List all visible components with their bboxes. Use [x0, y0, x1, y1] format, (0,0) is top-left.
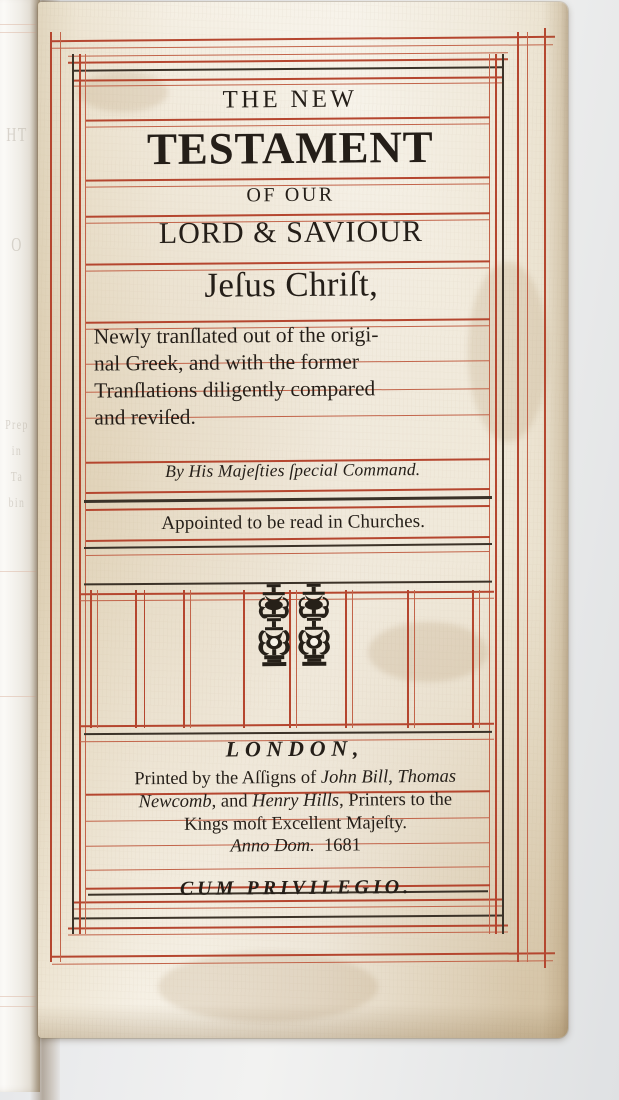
title-panel: [90, 58, 497, 941]
usage-line: Appointed to be read in Churches.: [161, 510, 426, 535]
leaf-edge-shadow: [542, 2, 568, 1038]
imprint-printer-thomas: Thomas: [397, 766, 457, 788]
imprint-text-b: ,: [388, 767, 398, 788]
verso-ghost-text-2: O: [11, 234, 23, 256]
imprint-year-line: [96, 834, 496, 858]
verso-ghost-text-1: HT: [6, 124, 28, 146]
title-line-jesus-christ: Jeſus Chriſt,: [204, 264, 379, 305]
ornament-row: [94, 578, 495, 681]
imprint-text-c: , and: [211, 791, 253, 812]
imprint-printer-newcomb: Newcomb: [138, 791, 212, 813]
imprint-text-a: Printed by the Aſſigns of: [134, 767, 321, 790]
imprint-place: LONDON,: [225, 735, 365, 762]
imprint-text-d: , Printers to the: [338, 789, 453, 811]
imprint-line-1: [95, 765, 495, 791]
imprint-block: [95, 765, 496, 837]
subtitle-line-3: Tranſlations diligently compared: [94, 376, 376, 403]
imprint-line-2: [95, 788, 495, 814]
verso-ghost-text-6: bin: [8, 496, 26, 511]
authority-line: By His Majeſties ſpecial Command.: [165, 458, 421, 482]
title-page-leaf: [38, 2, 568, 1038]
anno-dom-label: Anno Dom.: [230, 835, 315, 857]
subtitle-line-4: and reviſed.: [94, 404, 196, 430]
title-line-of-our: OF OUR: [246, 183, 335, 207]
anno-dom-year: 1681: [323, 835, 362, 856]
subtitle-line-1: Newly tranſlated out of the origi-: [93, 322, 379, 349]
imprint-printer-henry-hills: Henry Hills: [252, 790, 340, 812]
verso-ghost-text-5: Ta: [10, 470, 24, 485]
verso-ghost-text-4: in: [11, 444, 23, 459]
imprint-line-3: Kings moſt Excellent Majeſty.: [184, 813, 408, 835]
fleuron-ornament-icon-2: [296, 667, 332, 684]
imprint-printer-john-bill: John Bill: [320, 767, 389, 788]
privilege-line: CUM PRIVILEGIO.: [179, 876, 413, 900]
title-line-testament: TESTAMENT: [146, 121, 434, 175]
verso-ghost-text-3: Prep: [5, 418, 29, 433]
title-line-the-new: THE NEW: [222, 85, 358, 114]
subtitle-block: [94, 320, 491, 431]
title-line-lord-saviour: LORD & SAVIOUR: [158, 214, 424, 251]
fleuron-ornament-icon: [256, 667, 296, 684]
subtitle-line-2: nal Greek, and with the former: [93, 349, 360, 376]
leaf-bottom-shadow: [38, 1004, 568, 1038]
